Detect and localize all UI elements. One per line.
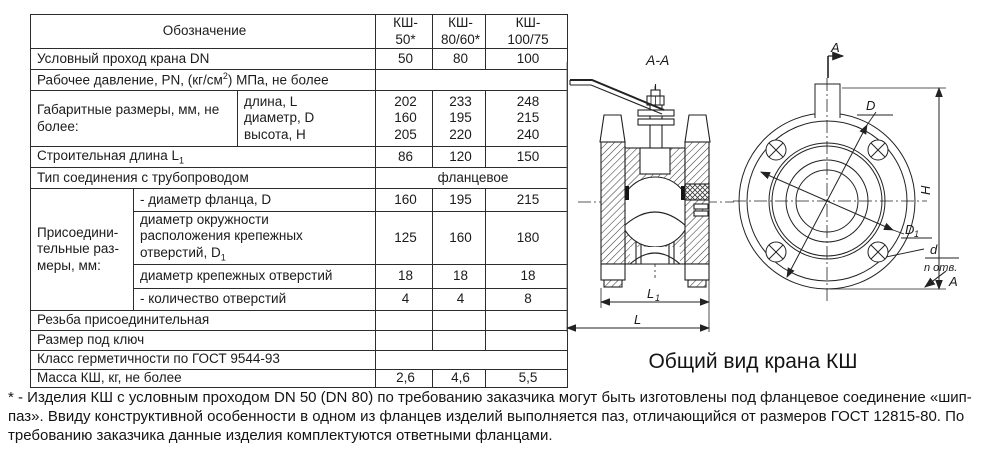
- row-dn: [31, 49, 568, 70]
- stem-channel: [640, 148, 670, 174]
- model-3-line2: 100/75: [507, 31, 549, 47]
- drawing-caption: Общий вид крана КШ: [648, 350, 858, 373]
- pressure-sup: 2: [222, 71, 228, 82]
- cut-label-a-top: А: [831, 40, 840, 55]
- thread-label: Резьба присоединительная: [31, 310, 376, 330]
- build-length-value-2: 120: [433, 147, 486, 168]
- overall-sub-height: высота, Н: [244, 126, 306, 142]
- model-2-line2: 80/60*: [441, 31, 481, 47]
- flange-d-value-2: 195: [433, 189, 486, 212]
- overall-sublabels: [238, 91, 376, 147]
- build-length-label: Строительная длина $L_1$: [31, 147, 376, 168]
- row-build-length: [31, 147, 568, 168]
- flange-d-label: - диаметр фланца, D: [134, 189, 376, 212]
- dim-label-h: H: [918, 185, 933, 195]
- pressure-label-pre: Рабочее давление, PN, (кг/см: [37, 72, 223, 88]
- hole-d-value-3: 18: [486, 264, 568, 288]
- tightness-label: Класс герметичности по ГОСТ 9544-93: [31, 350, 376, 369]
- row-pressure: [31, 70, 568, 91]
- flange-left-top: [600, 115, 625, 142]
- flange-d-value-3: 215: [486, 189, 568, 212]
- flange-right-top: [685, 115, 710, 142]
- flange-right: [685, 142, 709, 264]
- overall-values-1: 202 160 205: [376, 91, 433, 147]
- model-1-line2: 50*: [395, 31, 416, 47]
- build-length-value-1: 86: [376, 147, 433, 168]
- valve-drawing: [560, 26, 1000, 356]
- dim-label-d: D: [866, 98, 876, 113]
- hole-d-value-1: 18: [376, 264, 433, 288]
- dim-label-d1: D: [905, 222, 915, 237]
- hole-d-value-2: 18: [433, 264, 486, 288]
- spec-table: [30, 14, 568, 388]
- hole-n-value-2: 4: [433, 288, 486, 310]
- model-3-line1: КШ-: [515, 15, 541, 31]
- wrench-label: Размер под ключ: [31, 330, 376, 350]
- mass-label: Масса КШ, кг, не более: [31, 369, 376, 387]
- dim-label-l1: L: [647, 286, 655, 301]
- pressure-label-post: ) МПа, не более: [227, 72, 329, 88]
- row-thread: [31, 310, 568, 330]
- row-tightness-class: [31, 350, 568, 369]
- hole-label-d: d: [930, 242, 938, 257]
- model-2-line1: КШ-: [448, 15, 473, 31]
- model-1-line1: КШ-: [393, 15, 418, 31]
- dim-label-d1-sub: 1: [914, 229, 920, 239]
- hole-n-value-3: 8: [486, 288, 568, 310]
- overall-values-2: 233 195 220: [433, 91, 486, 147]
- view-label-a-bottom: А: [949, 274, 958, 289]
- pressure-label: [31, 70, 376, 91]
- footnote: * - Изделия КШ с условным проходом DN 50 (DN 80) по требованию заказчика могут быть изготовлены под фланцевое соединение «шип-паз». Ввиду конструктивной особенности в одном из фланцев изделий выполняется паз, отличающийся от размеров ГОСТ 12815-80. По требованию заказчика данные изделия комплектуются ответными фланцами.: [8, 389, 972, 445]
- row-wrench-size: [31, 330, 568, 350]
- mounting-group-label: Присоедини- тельные раз- меры, мм:: [31, 189, 134, 311]
- mass-value-3: 5,5: [486, 369, 568, 387]
- overall-values-3: 248 215 240: [486, 91, 568, 147]
- flange-right-foot: [685, 264, 709, 280]
- mass-value-2: 4,6: [433, 369, 486, 387]
- dn-value-1: 50: [376, 49, 433, 70]
- row-overall-dimensions: [31, 91, 568, 147]
- header-model-ksh100: [486, 15, 568, 49]
- dn-value-3: 100: [486, 49, 568, 70]
- overall-sub-length: длина, L: [244, 93, 298, 109]
- dn-value-2: 80: [433, 49, 486, 70]
- overall-sub-diameter: диаметр, D: [244, 110, 315, 126]
- mass-value-1: 2,6: [376, 369, 433, 387]
- hole-n-label: - количество отверстий: [134, 288, 376, 310]
- connection-value: фланцевое: [376, 168, 568, 189]
- header-model-ksh50: [376, 15, 433, 49]
- flange-left: [601, 142, 625, 264]
- flange-left-foot: [601, 264, 625, 280]
- gland-detail: [685, 184, 709, 200]
- pressure-value-empty: [376, 70, 568, 91]
- hole-label-n: n отв.: [924, 262, 958, 274]
- connection-label: Тип соединения с трубопроводом: [31, 168, 376, 189]
- bolt-circle-value-1: 125: [376, 212, 433, 265]
- dim-label-l: L: [634, 312, 642, 327]
- build-length-value-3: 150: [486, 147, 568, 168]
- section-label: А-А: [646, 52, 670, 68]
- header-designation: Обозначение: [31, 15, 376, 49]
- gland-bar-1: [638, 110, 674, 116]
- dn-label: Условный проход крана DN: [31, 49, 376, 70]
- overall-label: Габаритные размеры, мм, не более:: [31, 91, 238, 147]
- hole-d-label: диаметр крепежных отверстий: [134, 264, 376, 288]
- row-flange-diameter: [31, 189, 568, 212]
- row-connection-type: [31, 168, 568, 189]
- gland-bar-2: [638, 119, 674, 125]
- dim-label-l1-sub: 1: [655, 293, 661, 303]
- flange-d-value-1: 160: [376, 189, 433, 212]
- hole-n-value-1: 4: [376, 288, 433, 310]
- row-mass: [31, 369, 568, 387]
- bolt-circle-label: диаметр окружности расположения крепежных отверстий, $D_1$: [134, 212, 376, 265]
- bolt-circle-value-3: 180: [486, 212, 568, 265]
- bolt-circle-value-2: 160: [433, 212, 486, 265]
- header-model-ksh80: [433, 15, 486, 49]
- hole-leader: [886, 249, 924, 257]
